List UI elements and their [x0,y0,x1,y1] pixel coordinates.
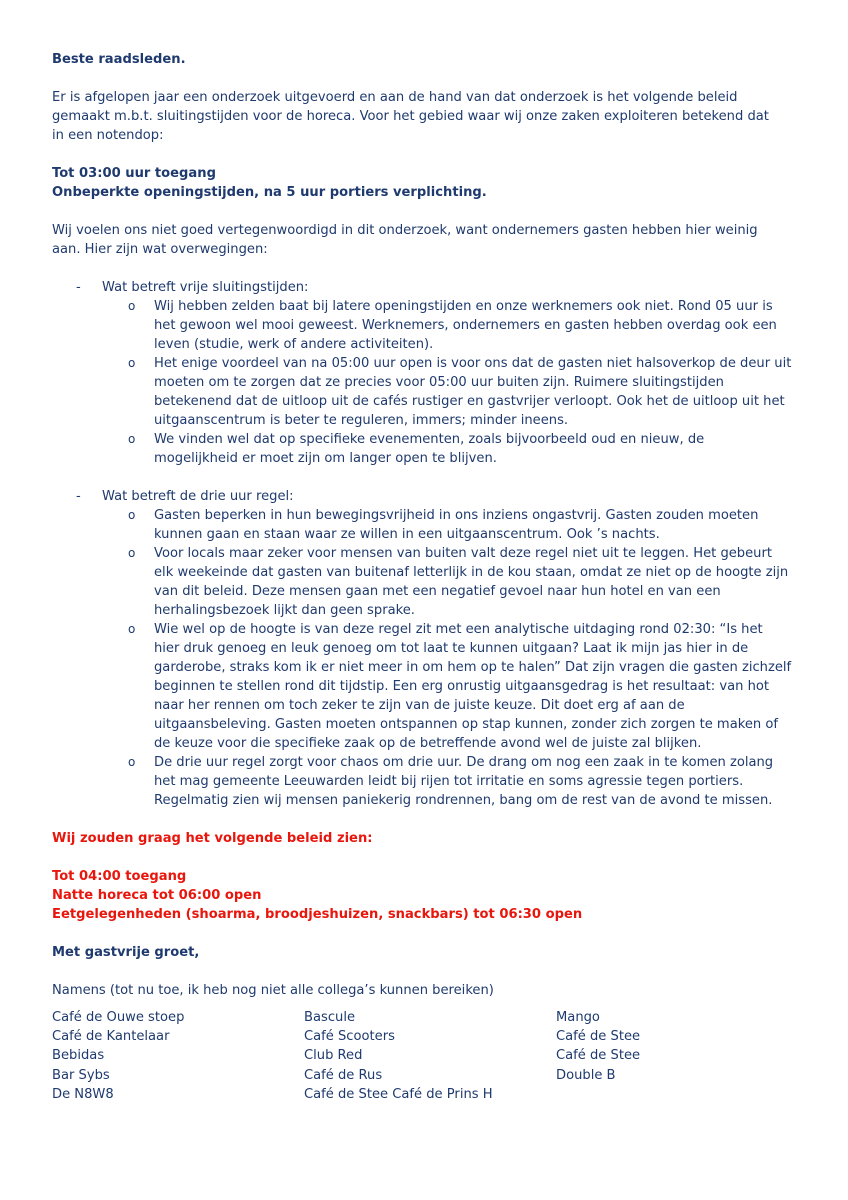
intro-paragraph: Er is afgelopen jaar een onderzoek uitgevoerd en aan de hand van dat onderzoek is het volgende beleid gemaakt m.b.t. sluitingstijden voor de horeca. Voor het gebied waar wij onze zaken exploiteren betekend dat in een notendop: [52,90,769,143]
list-item: o Wij hebben zelden baat bij latere openingstijden en onze werknemers ook niet. Rond 05 uur is het gewoon wel mooi geweest. Werknemers, ondernemers en gasten hebben overdag ook een leven (studie, werk of andere activiteiten). [128,299,777,352]
signatory-list [52,1008,792,1108]
list-item: Café de Stee Café de Prins H [304,1086,493,1102]
wish-policy-line: Eetgelegenheden (shoarma, broodjeshuizen, snackbars) tot 06:30 open [52,907,583,922]
dash-bullet: - [76,280,81,295]
list-item: Café de Rus [304,1067,383,1083]
list-item: Café de Kantelaar [52,1029,170,1045]
list-item: o Het enige voordeel van na 05:00 uur open is voor ons dat de gasten niet halsoverkop de deur uit moeten om te zorgen dat ze precies voor 05:00 uur buiten zijn. Ruimere sluitingstijden betekenend dat de uitloop uit de cafés rustiger en gastvrijer verloopt. Ook het de uitloop uit het uitgaanscentrum is beter te reguleren, immers; minder ineens. [128,356,792,428]
greeting: Beste raadsleden. [52,52,186,67]
names-column-3 [556,1008,640,1085]
wish-heading: Wij zouden graag het volgende beleid zien: [52,831,373,846]
list-item: De N8W8 [52,1086,114,1102]
names-intro: Namens (tot nu toe, ik heb nog niet alle collega’s kunnen bereiken) [52,983,494,998]
list-item: o Gasten beperken in hun bewegingsvrijheid in ons inziens ongastvrij. Gasten zouden moeten kunnen gaan en staan waar ze willen in een uitgaanscentrum. Ook ’s nachts. [128,508,759,542]
circle-bullet: o [128,546,136,560]
list-item: o De drie uur regel zorgt voor chaos om drie uur. De drang om nog een zaak in te komen zolang het mag gemeente Leeuwarden leidt bij rijen tot irritatie en soms agressie tegen portiers. Regelmatig zien wij mensen paniekerig rondrennen, bang om de rest van de avond te missen. [128,755,774,808]
list-item: Mango [556,1010,600,1025]
section-title: - Wat betreft de drie uur regel: [76,489,294,504]
list-item: Café de Stee [556,1029,641,1045]
wish-policy-line: Natte horeca tot 06:00 open [52,888,262,903]
letter [52,50,792,1108]
list-item: Club Red [304,1048,363,1064]
circle-bullet: o [128,299,136,313]
list-item: Café Scooters [304,1029,395,1045]
concern-paragraph: Wij voelen ons niet goed vertegenwoordigd in dit onderzoek, want ondernemers gasten hebben hier weinig aan. Hier zijn wat overwegingen: [52,223,758,257]
list-item: Double B [556,1067,616,1083]
circle-bullet: o [128,356,136,370]
section-three-hour-rule [52,487,792,810]
section-title: - Wat betreft vrije sluitingstijden: [76,280,309,295]
current-policy-line: Tot 03:00 uur toegang [52,166,216,181]
closing: Met gastvrije groet, [52,945,200,960]
list-item: Café de Ouwe stoep [52,1010,185,1025]
dash-bullet: - [76,489,81,504]
list-item: o We vinden wel dat op specifieke evenementen, zoals bijvoorbeeld oud en nieuw, de mogelijkheid er moet zijn om langer open te blijven. [128,432,705,466]
list-item: o Wie wel op de hoogte is van deze regel zit met een analytische uitdaging rond 02:30: “Is het hier druk genoeg en leuk genoeg om tot laat te kunnen uitgaan? Laat ik mijn jas hier in de garderobe, straks kom ik er niet meer in om hem op te halen” Dat zijn vragen die gasten zichzelf beginnen te stellen rond dit tijdstip. Een erg onrustig uitgaansgedrag is het resultaat: van hot naar her rennen om toch zeker te zijn van de juiste keuze. Dit doet erg af aan de uitgaansbeleving. Gasten moeten ontspannen op stap kunnen, zonder zich zorgen te maken of de keuze voor die specifieke zaak op de betreffende avond wel de juiste zal blijken. [128,622,792,751]
names-column-2 [304,1008,493,1104]
circle-bullet: o [128,508,136,522]
names-column-1 [52,1008,184,1104]
circle-bullet: o [128,755,136,769]
list-item: Bar Sybs [52,1067,110,1083]
current-policy-line: Onbeperkte openingstijden, na 5 uur portiers verplichting. [52,185,487,200]
list-item: Café de Stee [556,1048,641,1064]
list-item: Bascule [304,1010,356,1025]
wish-policy-line: Tot 04:00 toegang [52,869,187,884]
circle-bullet: o [128,622,136,636]
list-item: o Voor locals maar zeker voor mensen van buiten valt deze regel niet uit te leggen. Het gebeurt elk weekeinde dat gasten van buitenaf letterlijk in de kou staan, omdat ze niet op de hoogte zijn van dit beleid. Deze mensen gaan met een negatief gevoel naar hun hotel en van een herhalingsbezoek lijkt dan geen sprake. [128,546,789,618]
list-item: Bebidas [52,1048,105,1064]
circle-bullet: o [128,432,136,446]
section-free-closing [52,278,792,468]
